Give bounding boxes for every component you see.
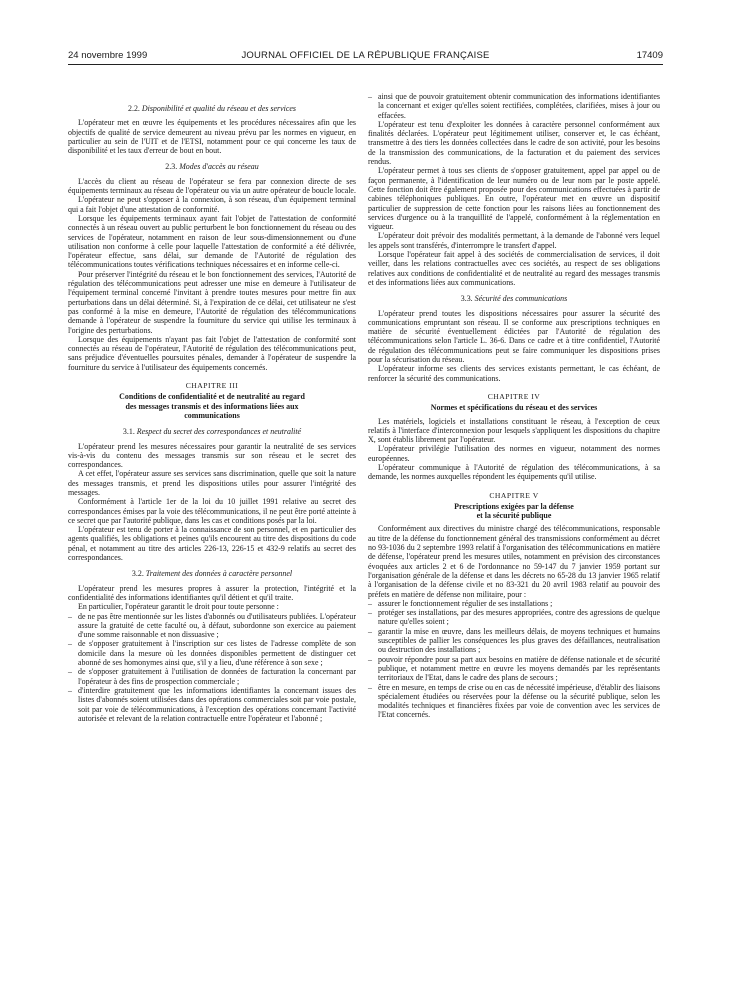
paragraph: L'opérateur est tenu d'exploiter les données à caractère personnel conformément aux finalités déclarées. L'opérateur peut légitimement utiliser, conserver et, le cas échéant, transmettre à des tiers les données collectées dans le cadre de son activité, pour les besoins de la transmission des communications, de la facturation et du paiement des services rendus.	[368, 119, 660, 167]
section-heading-3-1	[68, 427, 356, 436]
chapter-title-line: communications	[184, 410, 240, 420]
chapter-label-iv: CHAPITRE IV	[487, 391, 541, 401]
paragraph: Les matériels, logiciels et installations constituant le réseau, à l'exception de ceux relatifs à l'interface d'interconnexion pour lesquels s'appliquent les dispositions du chapitre X, sont établis librement par l'opérateur.	[368, 416, 660, 445]
list-item: – ainsi que de pouvoir gratuitement obtenir communication des informations identifiantes la concernant et exiger qu'elles soient rectifiées, complétées, clarifiées, mises à jour ou effacées.	[368, 92, 660, 120]
section-heading-2-3	[68, 162, 356, 171]
left-column	[68, 97, 356, 723]
chapter-title-line: Conditions de confidentialité et de neutralité au regard	[119, 392, 305, 402]
header-date: 24 novembre 1999	[68, 50, 148, 61]
paragraph: L'opérateur prend les mesures nécessaires pour garantir la neutralité de ses services vis-à-vis du contenu des messages transmis sur son réseau et le secret des correspondances.	[68, 441, 356, 470]
paragraph: Lorsque l'opérateur fait appel à des sociétés de commercialisation de services, il doit veiller, dans les relations contractuelles avec ces sociétés, au respect de ses obligations relatives aux conditions de confidentialité et de neutralité au regard des messages transmis et des informations liées aux communications.	[368, 250, 660, 287]
chapter-label-v: CHAPITRE V	[489, 490, 539, 500]
paragraph: L'opérateur communique à l'Autorité de régulation des télécommunications, à sa demande, les normes auxquelles répondent les équipements qu'il utilise.	[368, 462, 660, 482]
section-number: 3.3.	[460, 294, 473, 304]
paragraph: L'opérateur prend toutes les dispositions nécessaires pour assurer la sécurité des communications empruntant son réseau. Il se conforme aux prescriptions techniques en matière de sécurité éventuellement édictées par l'Autorité de régulation des télécommunications selon l'article L. 36-6. Dans ce cadre et à titre confidentiel, l'Autorité de régulation des télécommunications peut se faire communiquer les dispositions prises pour la sécurisation du réseau.	[368, 308, 660, 365]
paragraph: L'opérateur ne peut s'opposer à la connexion, à son réseau, d'un équipement terminal qui a fait l'objet d'une attestation de conformité.	[68, 195, 356, 214]
header-rule	[68, 64, 663, 65]
section-heading-3-2	[68, 569, 356, 578]
section-number: 2.2.	[128, 104, 140, 113]
paragraph: Conformément à l'article 1er de la loi du 10 juillet 1991 relative au secret des correspondances émises par la voie des télécommunications, il ne peut être porté atteinte à ce secret que par l'autorité publique, dans les cas et conditions posés par la loi.	[68, 497, 356, 525]
paragraph: L'accès du client au réseau de l'opérateur se fera par connexion directe de ses équipements terminaux au réseau de l'opérateur ou via un autre opérateur de boucle locale.	[68, 176, 356, 196]
paragraph: L'opérateur permet à tous ses clients de s'opposer gratuitement, appel par appel ou de façon permanente, à l'identification de leur numéro ou de leur nom par le poste appelé. Cette fonction doit être également proposée pour des communications effectuées à partir de cabines téléphoniques publiques. En outre, l'opérateur met en œuvre un dispositif particulier de suppression de cette fonction pour les raisons liées au fonctionnement des services d'urgence ou à la tranquillité de l'appelé, conformément à la réglementation en vigueur.	[368, 166, 660, 232]
section-number: 3.1.	[122, 427, 135, 437]
chapter-title-line: Prescriptions exigées par la défense	[454, 501, 574, 511]
chapter-title-iv: Normes et spécifications du réseau et des services	[430, 403, 598, 413]
section-title: Traitement des données à caractère personnel	[145, 569, 293, 579]
paragraph: L'opérateur met en œuvre les équipements et les procédures nécessaires afin que les objectifs de qualité de service demeurent au niveau prévu par les normes en vigueur, en particulier au sein de l'UIT et de l'ETSI, notamment pour ce qui concerne les taux de disponibilité et les taux d'erreur de bout en bout.	[68, 118, 356, 156]
paragraph: Lorsque les équipements terminaux ayant fait l'objet de l'attestation de conformité connectés à un réseau ouvert au public perturbent le bon fonctionnement du réseau ou des services de l'opérateur, notamment en raison de leur sous-dimensionnement ou d'une utilisation non conforme à celle pour laquelle l'attestation de conformité a été délivrée, l'opérateur effectue, sans délai, sur demande de l'Autorité de régulation des télécommunications toutes vérifications techniques nécessaires et en informe celle-ci.	[68, 213, 356, 270]
paragraph: L'opérateur privilégie l'utilisation des normes en vigueur, notamment des normes européennes.	[368, 444, 660, 463]
chapter-title-iii	[68, 392, 356, 420]
section-heading-3-3	[368, 294, 660, 303]
paragraph: Lorsque des équipements n'ayant pas fait l'objet de l'attestation de conformité sont connectés au réseau de l'opérateur, l'Autorité de régulation des télécommunications peut, sans préjudice d'éventuelles poursuites pénales, demander à l'opérateur de suspendre la fourniture du service à l'utilisateur des équipements concernés.	[68, 334, 356, 372]
rights-list	[68, 612, 356, 724]
list-item: – garantir la mise en œuvre, dans les meilleurs délais, de moyens techniques et humains susceptibles de pallier les conséquences les plus graves des défaillances, neutralisation ou destruction des installations ;	[368, 627, 660, 655]
list-item: – assurer le fonctionnement régulier de ses installations ;	[368, 599, 660, 608]
list-item: – pouvoir répondre pour sa part aux besoins en matière de défense nationale et de sécurité publique, et notamment mettre en œuvre les moyens demandés par les représentants territoriaux de l'Etat, dans le cadre des plans de secours ;	[368, 655, 660, 683]
paragraph: L'opérateur prend les mesures propres à assurer la protection, l'intégrité et la confidentialité des informations identifiantes qu'il détient et qu'il traite.	[68, 583, 356, 602]
journal-title: JOURNAL OFFICIEL DE LA RÉPUBLIQUE FRANÇAISE	[241, 50, 490, 61]
paragraph: L'opérateur informe ses clients des services existants permettant, le cas échéant, de renforcer la sécurité des communications.	[368, 364, 660, 383]
section-title: Modes d'accès au réseau	[179, 162, 259, 172]
chapter-label-iii: CHAPITRE III	[185, 381, 239, 391]
right-column	[368, 92, 660, 720]
rights-list-continued	[368, 92, 660, 120]
paragraph: L'opérateur est tenu de porter à la connaissance de son personnel, et en particulier des agents qualifiés, les obligations et peines qu'ils encourent au titre des dispositions du code pénal, et notamment au titre des articles 226-13, 226-15 et 432-9 relatifs au secret des correspondances.	[68, 525, 356, 563]
paragraph: Pour préserver l'intégrité du réseau et le bon fonctionnement des services, l'Autorité de régulation des télécommunications peut adresser une mise en demeure à l'utilisateur de l'équipement terminal concerné l'invitant à prendre toutes mesures pour mettre fin aux perturbations dans un délai déterminé. Si, à l'expiration de ce délai, cet utilisateur ne s'est pas conformé à la mise en demeure, l'Autorité de régulation des télécommunications demande à l'opérateur de suspendre la fourniture du service qui utilise les terminaux à l'origine des perturbations.	[68, 269, 356, 335]
paragraph: Conformément aux directives du ministre chargé des télécommunications, responsable au titre de la défense du fonctionnement général des transmissions conformément au décret no 93-1036 du 2 septembre 1993 relatif à l'organisation des télécommunications en matière de défense, l'opérateur prend les mesures utiles, notamment en prévision des circonstances évoquées aux articles 2 et 6 de l'ordonnance no 59-147 du 7 janvier 1959 portant sur l'organisation générale de la défense et dans les décrets no 65-28 du 13 janvier 1965 relatif à l'organisation de la défense civile et no 83-321 du 20 avril 1983 relatif au pouvoir des préfets en matière de défense non militaire, pour :	[368, 524, 660, 599]
paragraph: A cet effet, l'opérateur assure ses services sans discrimination, quelle que soit la nature des messages transmis, et prend les dispositions utiles pour assurer l'intégrité des messages.	[68, 469, 356, 497]
chapter-title-v	[368, 502, 660, 521]
paragraph: En particulier, l'opérateur garantit le droit pour toute personne :	[78, 602, 279, 612]
list-item: – de ne pas être mentionnée sur les listes d'abonnés ou d'utilisateurs publiées. L'opérateur assure la gratuité de cette faculté ou, à défaut, subordonne son exercice au paiement d'une somme raisonnable et non dissuasive ;	[68, 612, 356, 640]
defense-measures-list	[368, 599, 660, 720]
section-title: Respect du secret des correspondances et neutralité	[136, 427, 302, 437]
paragraph: L'opérateur doit prévoir des modalités permettant, à la demande de l'abonné vers lequel les appels sont transférés, d'interrompre le transfert d'appel.	[368, 231, 660, 250]
section-number: 3.2.	[131, 569, 144, 579]
section-title: Disponibilité et qualité du réseau et des services	[141, 104, 296, 113]
list-item: – de s'opposer gratuitement à l'inscription sur ces listes de l'adresse complète de son domicile dans la mesure où les données disponibles permettent de distinguer cet abonné de ses homonymes ainsi que, s'il y a lieu, d'une référence à son sexe ;	[68, 639, 356, 667]
page-number: 17409	[636, 50, 663, 61]
list-item: – être en mesure, en temps de crise ou en cas de nécessité impérieuse, d'établir des liaisons spécialement étudiées ou réservées pour la défense ou la sécurité publique, selon les modalités techniques et financières fixées par voie de convention avec les services de l'Etat concernés.	[368, 683, 660, 720]
section-heading-2-2	[68, 104, 356, 113]
list-item: – de s'opposer gratuitement à l'utilisation de données de facturation la concernant par l'opérateur à des fins de prospection commerciale ;	[68, 667, 356, 686]
section-number: 2.3.	[165, 162, 178, 172]
section-title: Sécurité des communications	[474, 294, 568, 304]
chapter-title-line: et la sécurité publique	[476, 511, 552, 521]
list-item: – protéger ses installations, par des mesures appropriées, contre des agressions de quelque nature qu'elles soient ;	[368, 608, 660, 627]
list-item: – d'interdire gratuitement que les informations identifiantes la concernant issues des listes d'abonnés soient utilisées dans des opérations commerciales soit par voie postale, soit par voie de télécommunications, à l'exception des opérations concernant l'activité autorisée et relevant de la relation contractuelle entre l'opérateur et l'abonné ;	[68, 686, 356, 723]
chapter-title-line: des messages transmis et des informations liées aux	[125, 401, 299, 411]
